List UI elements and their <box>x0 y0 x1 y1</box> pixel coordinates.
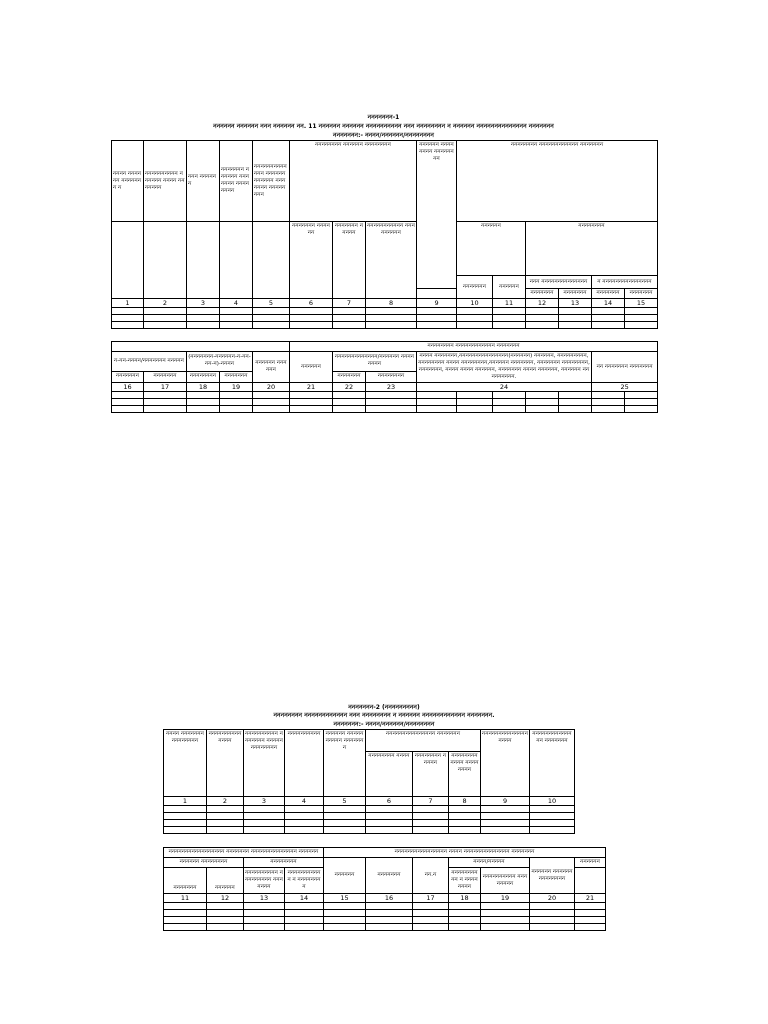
table-row[interactable] <box>112 308 658 315</box>
t4-colnum-19: 19 <box>481 894 530 903</box>
t2-colnum-23: 23 <box>366 383 417 392</box>
t1-header-col8: ননননননননননন ননননননননন <box>366 222 417 299</box>
t4-colnum-13: 13 <box>244 894 285 903</box>
t1-colnum-14: 14 <box>592 299 625 308</box>
t2-header-col21: নননননন <box>290 352 333 383</box>
t1-colnum-9: 9 <box>417 299 457 308</box>
t4-colnum-14: 14 <box>285 894 324 903</box>
t1-colnum-10: 10 <box>457 299 493 308</box>
form1-title: ননননননন-1 <box>367 114 400 121</box>
table-row[interactable] <box>164 813 575 820</box>
t4-header-col20: নননননন নননননন নননননননন <box>530 858 575 894</box>
form2-subtitle: নননননননন নননননননননননন ননন নননননননন ন নননননন নননননননননননন ননননননন. <box>273 712 495 719</box>
t4-header-group-11-12: নননননন নননননননন <box>164 858 244 868</box>
form2-subtitle2: ননননননন:- নননন/নননননন/নননননননন <box>333 721 435 728</box>
t3-colnum-3: 3 <box>244 797 285 806</box>
t4-header-col16: ননননননন <box>366 858 413 894</box>
t3-header-col8: নননননননন নননন নননননননন <box>449 752 481 797</box>
t1-colnum-13: 13 <box>559 299 592 308</box>
t1-colnum-11: 11 <box>493 299 526 308</box>
t4-header-group-right: নননননননননননননননন নননন নননননননননননননন ননননননন <box>324 848 606 858</box>
form2-title: ননননননন-2 (ননননননননন) <box>348 704 420 711</box>
table-row[interactable] <box>164 806 575 813</box>
t4-header-col11: ননননননন <box>164 868 207 894</box>
t4-header-col21: নননননন <box>575 858 606 868</box>
form1-table-continuation <box>111 341 658 413</box>
t1-header-col10: ননননননন <box>457 276 493 299</box>
t2-colnum-19: 19 <box>220 383 253 392</box>
table-row[interactable] <box>164 903 606 910</box>
t3-header-col5: নননননন নননননননননন ননননননন <box>324 730 366 797</box>
t1-header-group-6-8: নননননননন নননননন নননননননন <box>290 141 417 222</box>
table-row[interactable] <box>112 392 658 399</box>
t3-colnum-6: 6 <box>366 797 413 806</box>
t3-colnum-10: 10 <box>530 797 575 806</box>
t2-column-numbers <box>112 383 658 392</box>
t2-colnum-24: 24 <box>417 383 592 392</box>
t2-header-col24: নননন ননননননন,ননননননননননননননন(নননননন) নননননন, ননননননননন, নননননননন নননন নননননননন,নননননন ননননননন, ননননননন নননননননন, ননননননন, নননন নননন নননননন, ননননননন নননন নননননন, নননননন ননননননননন. <box>417 352 592 383</box>
t2-header-group-18-19: (ননননননন-নননননন-ন-নন-নন-ন)-নননন <box>187 352 253 372</box>
t1-colnum-7: 7 <box>333 299 366 308</box>
form1-subtitle2: ননননননন:- নননন/নননননন/নননননননন <box>333 132 434 139</box>
t3-header-col2: নননননননননন নননন <box>207 730 244 797</box>
t1-colnum-12: 12 <box>526 299 559 308</box>
t1-colnum-3: 3 <box>187 299 220 308</box>
t2-colnum-17: 17 <box>144 383 187 392</box>
t1-colnum-1: 1 <box>112 299 144 308</box>
t1-header-col12: ননননননন <box>526 289 559 299</box>
t2-header-col18: নননননননন <box>187 371 220 382</box>
t4-header-group-18-19: নননন/ননননন <box>449 858 530 868</box>
table-row[interactable] <box>164 827 575 834</box>
table-row[interactable] <box>112 399 658 406</box>
t1-header-col9: নননননন নননননননন নননননননন <box>417 141 457 289</box>
t3-colnum-8: 8 <box>449 797 481 806</box>
t3-header-col9: নননননননননননননন নননন <box>481 730 530 797</box>
t1-colnum-6: 6 <box>290 299 333 308</box>
t1-colnum-2: 2 <box>144 299 187 308</box>
t2-colnum-16: 16 <box>112 383 144 392</box>
t2-colnum-22: 22 <box>333 383 366 392</box>
t1-colnum-5: 5 <box>253 299 290 308</box>
t4-header-col15: নননননন <box>324 858 366 894</box>
t1-header-group-12-15: নননননননন <box>526 222 658 276</box>
t2-colnum-25: 25 <box>592 383 658 392</box>
t4-colnum-11: 11 <box>164 894 207 903</box>
table-row[interactable] <box>164 910 606 917</box>
table-row[interactable] <box>164 820 575 827</box>
t1-header-group-14-15: ন ননননননননননননননন <box>592 276 658 289</box>
t2-header-col17: ননননননন <box>144 371 187 382</box>
t2-header-col20: নননননন নননননন <box>253 352 290 383</box>
t4-colnum-17: 17 <box>413 894 449 903</box>
t4-colnum-18: 18 <box>449 894 481 903</box>
t4-colnum-20: 20 <box>530 894 575 903</box>
t1-header-col13: ননননননন <box>559 289 592 299</box>
t3-header-col7: নননননননন ননননন <box>413 752 449 797</box>
t4-colnum-12: 12 <box>207 894 244 903</box>
t3-colnum-2: 2 <box>207 797 244 806</box>
t3-colnum-1: 1 <box>164 797 207 806</box>
t3-header-col10: নননননননননননননন ননননননন <box>530 730 575 797</box>
table-row[interactable] <box>112 406 658 413</box>
t1-header-col5: নননননননননন ননন নননননন নননননন ননননননন নননননননন <box>253 141 290 222</box>
t1-header-col11: নননননন <box>493 276 526 299</box>
t3-header-col3: নননননননননন ননননননন ননননন নননননননন <box>244 730 285 797</box>
table-row[interactable] <box>112 315 658 322</box>
form1-subtitle: নননননন নননননন ননন নননননন নন. 11 নননননন নননননন নননননননননন ননন নননননননন ন নননননন নননননননননননননন ননননননন <box>213 123 554 130</box>
t4-header-col19: নননননননননন নননননননন <box>481 868 530 894</box>
t1-header-col4: ননননননন নননননন ননননননন নননননননন <box>220 141 253 222</box>
t1-header-col6: ননননননন নননননন <box>290 222 333 299</box>
t2-header-group-22-25: নননননননন নননননননননননন ননননননন <box>290 342 658 352</box>
t2-colnum-20: 20 <box>253 383 290 392</box>
t1-header-col15: ননননননন <box>625 289 658 299</box>
t4-colnum-15: 15 <box>324 894 366 903</box>
table-row[interactable] <box>112 322 658 329</box>
t3-header-col1: নননন ননননননন নননননননন <box>164 730 207 797</box>
t4-header-group-left: ননননননননননননননননন ননননননন নননননননননননননন নননননন <box>164 848 324 858</box>
t1-header-group-12-13: ননন নননননননননননননন <box>526 276 592 289</box>
t1-header-col2: নননননননননন নননননন নননন ননননননন <box>144 141 187 222</box>
t3-header-col4: নননননননননন <box>285 730 324 797</box>
t4-header-col12: নননননন <box>207 868 244 894</box>
t1-header-col7: ননননননন ননননন <box>333 222 366 299</box>
t2-header-col16: ননননননন <box>112 371 144 382</box>
t3-header-group-6-8: ননননননননননননননন ননননননন <box>366 730 481 752</box>
t3-header-col6: নননননননন নননন <box>366 752 413 797</box>
t1-colnum-15: 15 <box>625 299 658 308</box>
t3-colnum-5: 5 <box>324 797 366 806</box>
t4-column-numbers <box>164 894 606 903</box>
form2-table-continuation <box>163 847 606 931</box>
t2-header-col25: নন ননননননন ননননননন <box>592 352 658 383</box>
t1-header-col1: নননন নননননন ননননননন ন <box>112 141 144 222</box>
form2-table-main <box>163 729 575 834</box>
t1-column-numbers <box>112 299 658 308</box>
t4-header-col14: ননননননননননন ন নননননননন <box>285 868 324 894</box>
t2-colnum-21: 21 <box>290 383 333 392</box>
table-row[interactable] <box>164 924 606 931</box>
t4-header-col17: নন.ন <box>413 858 449 894</box>
t3-colnum-4: 4 <box>285 797 324 806</box>
t1-header-col14: ননননননন <box>592 289 625 299</box>
t1-header-group-10-15: নননননননন নননননননননননন ননননননন <box>457 141 658 222</box>
t3-column-numbers <box>164 797 575 806</box>
t1-colnum-8: 8 <box>366 299 417 308</box>
t4-header-col18: নননননননননন ন নননননননন <box>449 868 481 894</box>
form1-table-main <box>111 140 658 329</box>
t2-header-group-16-17: ন-নন-নননন/ননননননন ননননন <box>112 352 187 372</box>
t3-colnum-7: 7 <box>413 797 449 806</box>
t3-colnum-9: 9 <box>481 797 530 806</box>
t4-colnum-16: 16 <box>366 894 413 903</box>
t2-header-col23: নননননননন <box>366 371 417 382</box>
table-row[interactable] <box>164 917 606 924</box>
t2-colnum-18: 18 <box>187 383 220 392</box>
t2-header-group-22-23: ননননননননননননন/নননননন নননননননন <box>333 352 417 372</box>
t1-header-group-10-11: নননননন <box>457 222 526 276</box>
t1-header-col3: ননন নননননন <box>187 141 220 222</box>
t4-colnum-21: 21 <box>575 894 606 903</box>
t4-header-group-13-14: নননননননন <box>244 858 324 868</box>
t2-header-col19: ননননননন <box>220 371 253 382</box>
t1-colnum-4: 4 <box>220 299 253 308</box>
t4-header-col13: নননননননননন ননননননননন ননননননন <box>244 868 285 894</box>
t2-header-col22: ননননননন <box>333 371 366 382</box>
